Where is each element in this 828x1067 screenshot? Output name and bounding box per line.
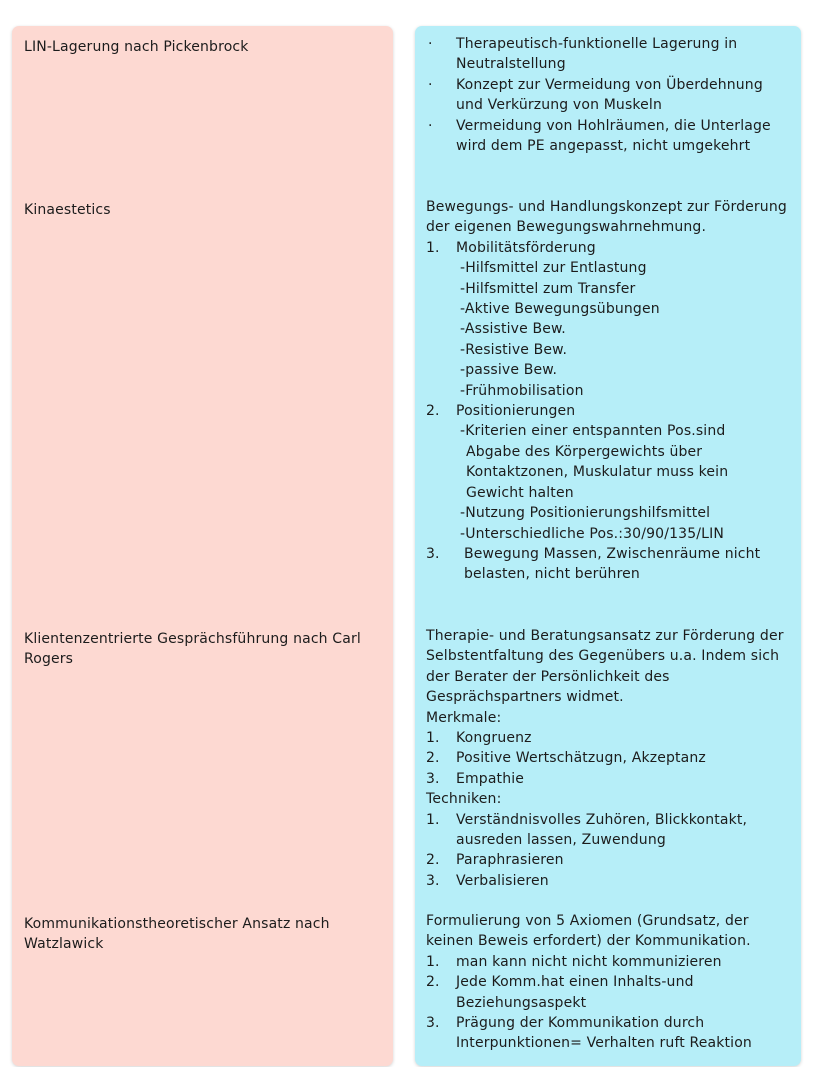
list-item: 2. Positionierungen [426, 403, 576, 420]
sub-item: Gewicht halten [466, 484, 574, 501]
sub-item: -Hilfsmittel zur Entlastung [460, 260, 647, 277]
list-item: · Vermeidung von Hohlräumen, die Unterlage wird dem PE angepasst, nicht umgekehrt [428, 117, 771, 155]
term-kinaestetics: Kinaestetics [24, 202, 111, 218]
list-item: 3. Empathie [426, 770, 525, 787]
sub-item: Abgabe des Körpergewichts über [466, 443, 703, 460]
term-rogers: Klientenzentrierte Gesprächsführung nach Carl Rogers [24, 631, 361, 668]
intro-text: Therapie- und Beratungsansatz zur Förderung der Selbstentfaltung des Gegenübers u.a. Indem sich der Berater der Persönlichkeit des Gesprächspartners widmet. [426, 628, 784, 706]
terms-column [12, 26, 393, 1066]
techniques-label: Techniken: [426, 791, 502, 808]
list-item: 2. Paraphrasieren [426, 852, 564, 869]
list-item: 1. Verständnisvolles Zuhören, Blickkontakt, ausreden lassen, Zuwendung [426, 811, 748, 849]
sub-item: -passive Bew. [460, 362, 558, 379]
list-item: · Therapeutisch-funktionelle Lagerung in Neutralstellung [428, 36, 738, 73]
list-item: 1. Mobilitätsförderung [426, 239, 596, 256]
features-label: Merkmale: [426, 709, 502, 726]
sub-item: -Resistive Bew. [460, 341, 568, 358]
term-watzlawick: Kommunikationstheoretischer Ansatz nach Watzlawick [24, 916, 330, 953]
term-lin-lagerung: LIN-Lagerung nach Pickenbrock [24, 39, 249, 55]
sub-item: -Unterschiedliche Pos.:30/90/135/LIN [460, 525, 724, 542]
sub-item: -Nutzung Positionierungshilfsmittel [460, 505, 711, 522]
sub-item: -Assistive Bew. [460, 321, 566, 338]
list-item: · Konzept zur Vermeidung von Überdehnung und Verkürzung von Muskeln [428, 76, 763, 114]
list-item: 1. Kongruenz [426, 730, 532, 747]
sub-item: -Frühmobilisation [460, 382, 584, 399]
list-item: 2. Positive Wertschätzugn, Akzeptanz [426, 750, 706, 767]
intro-text: Bewegungs- und Handlungskonzept zur Förderung der eigenen Bewegungswahrnehmung. [426, 199, 787, 236]
sub-item: Kontaktzonen, Muskulatur muss kein [466, 464, 729, 481]
sub-item: -Aktive Bewegungsübungen [460, 301, 660, 318]
list-item: 2. Jede Komm.hat einen Inhalts-und Beziehungsaspekt [426, 974, 694, 1011]
sub-item: -Kriterien einer entspannten Pos.sind [460, 423, 726, 440]
bullet-marker: · [428, 36, 433, 52]
list-item: 3. Prägung der Kommunikation durch Interpunktionen= Verhalten ruft Reaktion [426, 1015, 752, 1052]
desc-watzlawick [426, 911, 790, 1054]
sub-item: -Hilfsmittel zum Transfer [460, 280, 636, 297]
list-item: 1. man kann nicht nicht kommunizieren [426, 953, 722, 970]
desc-kinaestetics [426, 197, 790, 585]
desc-rogers [426, 626, 790, 891]
list-item: 3. Bewegung Massen, Zwischenräume nicht belasten, nicht berühren [426, 545, 761, 583]
list-item: 3. Verbalisieren [426, 872, 549, 889]
desc-lin-lagerung [426, 34, 790, 156]
intro-text: Formulierung von 5 Axiomen (Grundsatz, der keinen Beweis erfordert) der Kommunikation. [426, 913, 751, 950]
